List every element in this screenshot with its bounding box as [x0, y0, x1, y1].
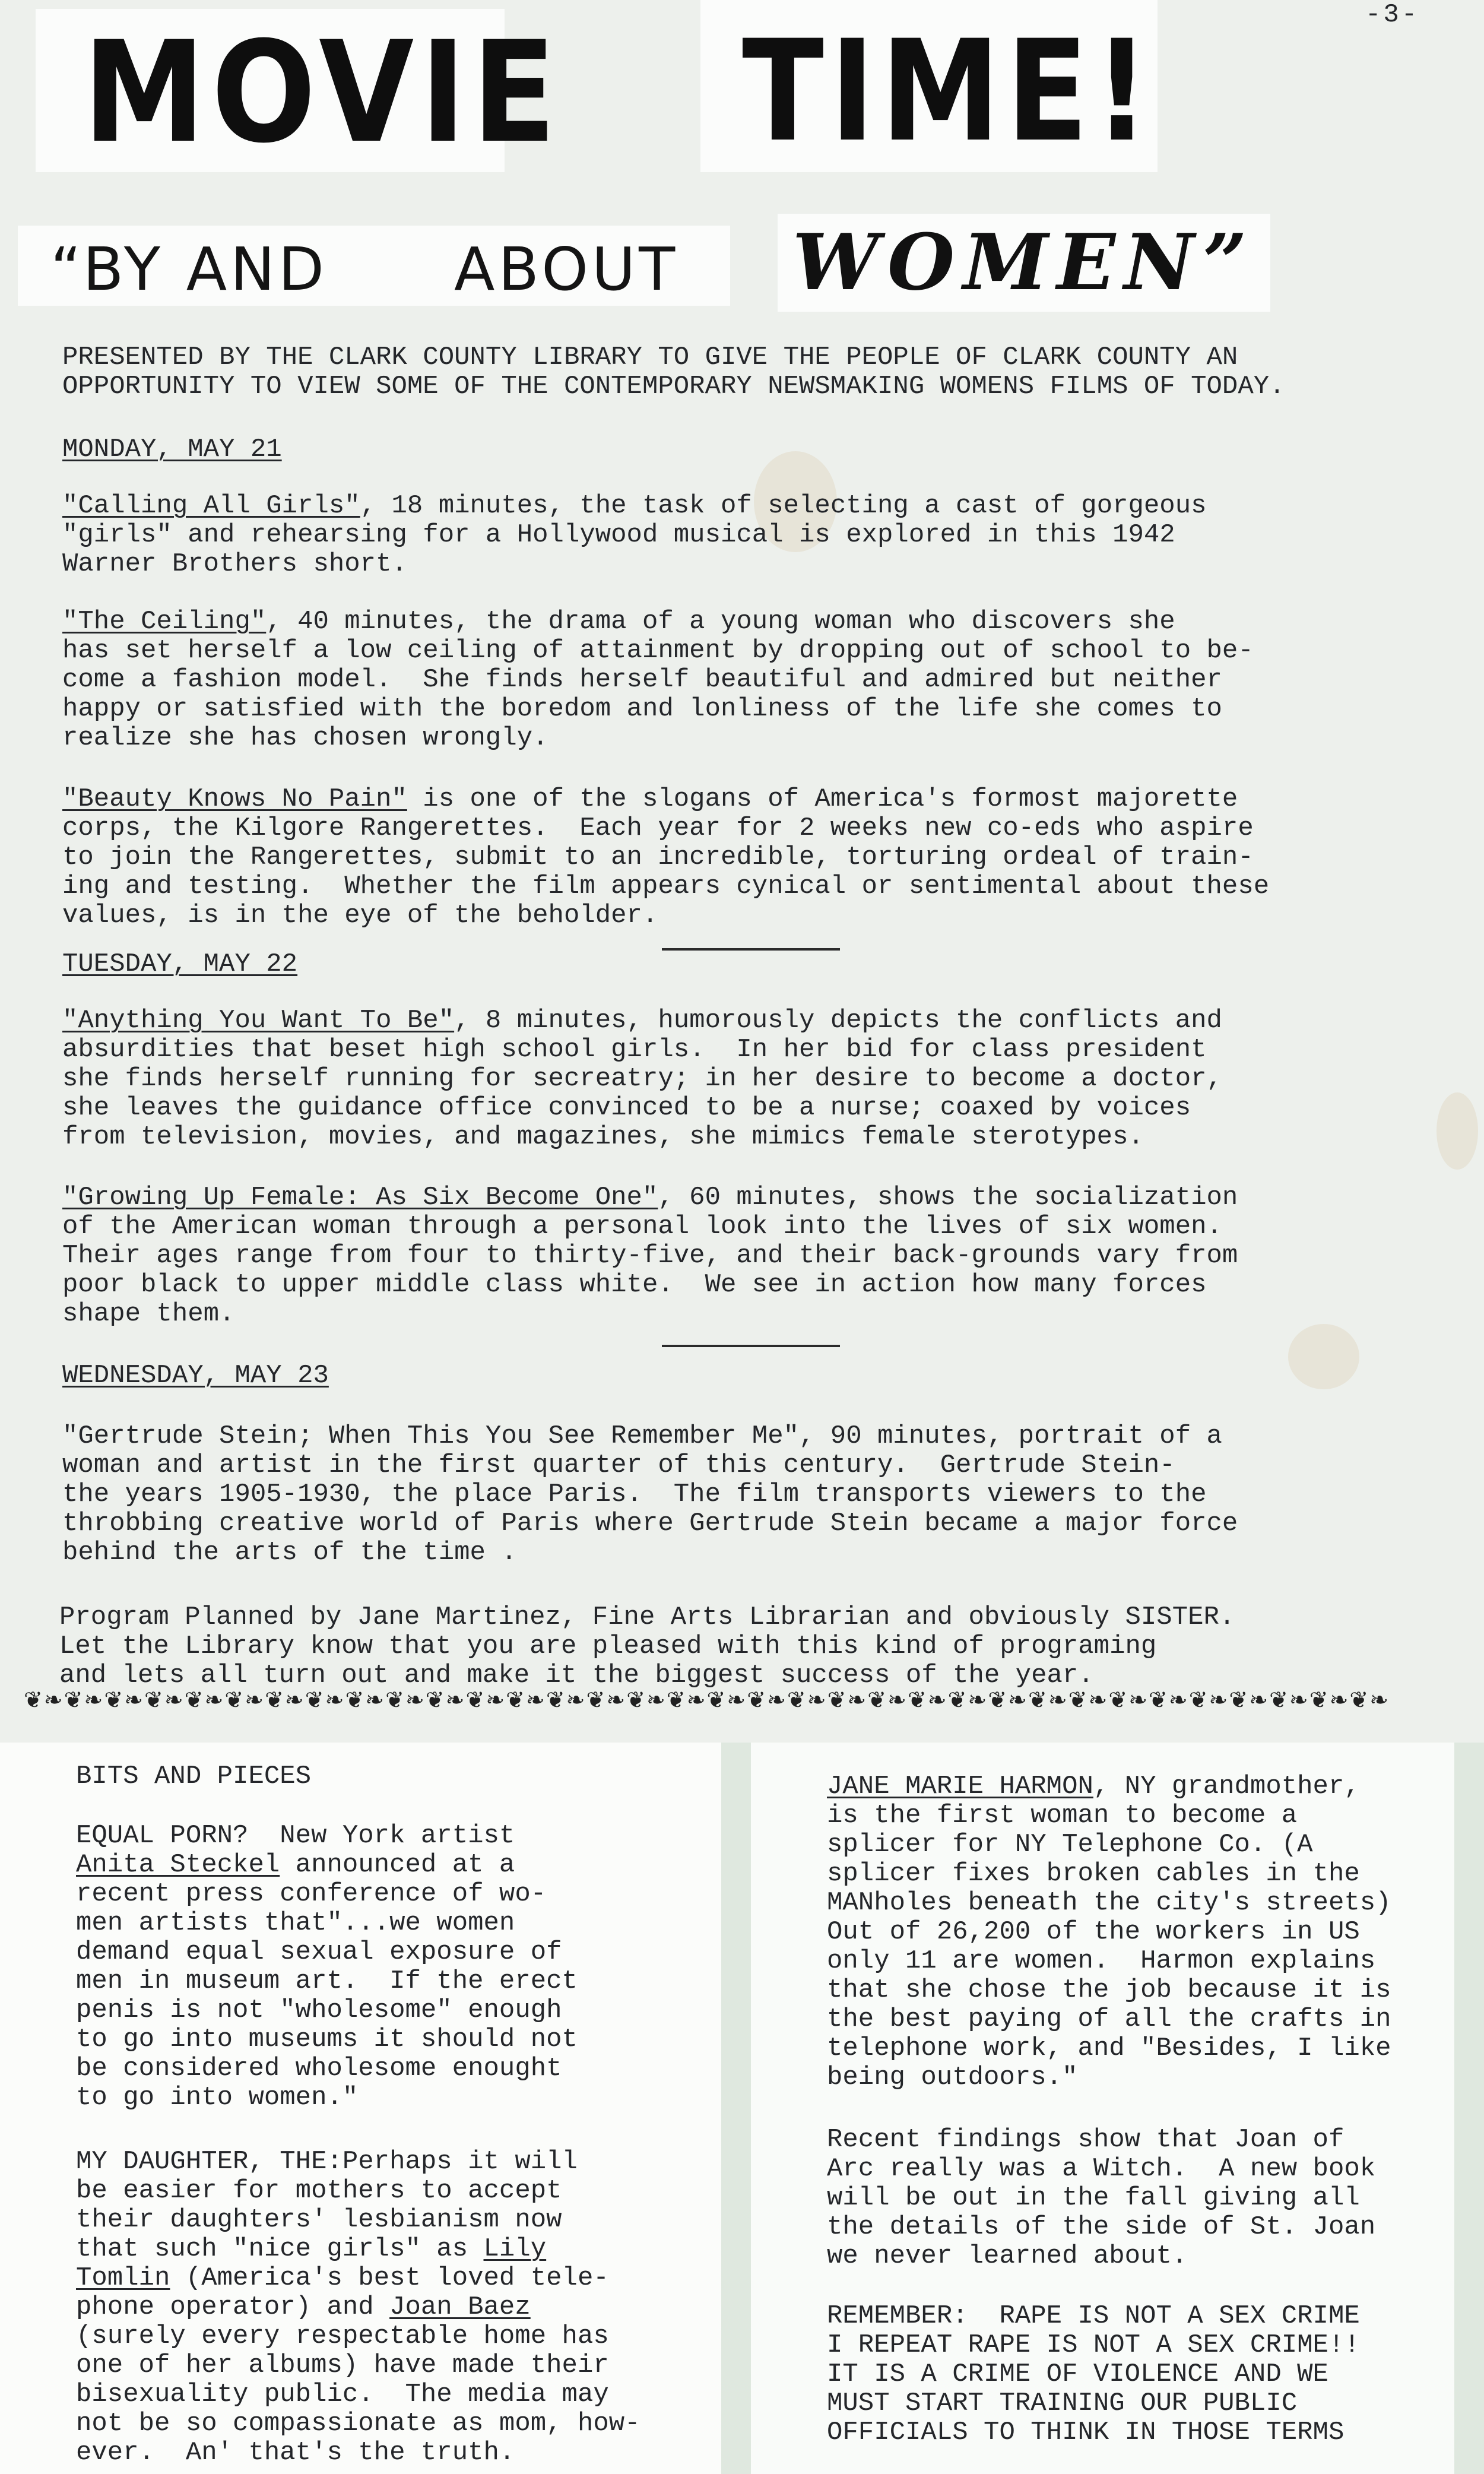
- right-text: , NY grandmother,: [1093, 1772, 1360, 1801]
- film-text: woman and artist in the first quarter of this century. Gertrude Stein-: [62, 1450, 1175, 1480]
- right-text: splicer fixes broken cables in the: [827, 1859, 1360, 1889]
- bits-text: that such "nice girls" as: [76, 2234, 484, 2264]
- film-text: ing and testing. Whether the film appears cynical or sentimental about these: [62, 872, 1270, 901]
- film-text: , 8 minutes, humorously depicts the conflicts and: [454, 1006, 1222, 1035]
- film-text: , 18 minutes, the task of selecting a cast of gorgeous: [360, 491, 1207, 521]
- film-the-ceiling: [62, 607, 1254, 753]
- bits-heading: BITS AND PIECES: [76, 1762, 312, 1791]
- bits-text: be easier for mothers to accept: [76, 2176, 562, 2206]
- bits-text: men artists that"...we women: [76, 1908, 515, 1938]
- bits-text: not be so compassionate as mom, how-: [76, 2409, 640, 2438]
- closing-line: Program Planned by Jane Martinez, Fine Arts Librarian and obviously SISTER.: [59, 1602, 1235, 1632]
- film-title: "Growing Up Female: As Six Become One": [62, 1183, 658, 1212]
- person-name: Joan Baez: [389, 2292, 531, 2322]
- bits-text: demand equal sexual exposure of: [76, 1937, 562, 1967]
- monday-heading: [62, 435, 282, 464]
- bits-text: bisexuality public. The media may: [76, 2380, 609, 2409]
- closing-line: and lets all turn out and make it the biggest success of the year.: [59, 1661, 1094, 1690]
- film-text: to join the Rangerettes, submit to an incredible, torturing ordeal of train-: [62, 842, 1254, 872]
- subtitle-women: WOMEN”: [792, 217, 1255, 308]
- film-title: "Anything You Want To Be": [62, 1006, 455, 1035]
- bits-text: ever. An' that's the truth.: [76, 2438, 515, 2467]
- section-divider: [662, 1345, 840, 1347]
- right-text: will be out in the fall giving all: [827, 2183, 1360, 2213]
- right-text: REMEMBER: RAPE IS NOT A SEX CRIME: [827, 2301, 1360, 2331]
- bits-text: MY DAUGHTER, THE:Perhaps it will: [76, 2147, 578, 2177]
- film-text: Their ages range from four to thirty-five, and their back-grounds vary from: [62, 1241, 1238, 1271]
- film-text: , 40 minutes, the drama of a young woman who discovers she: [266, 607, 1175, 636]
- right-text: OFFICIALS TO THINK IN THOSE TERMS: [827, 2418, 1345, 2447]
- right-text: we never learned about.: [827, 2241, 1188, 2271]
- intro-line: OPPORTUNITY TO VIEW SOME OF THE CONTEMPORARY NEWSMAKING WOMENS FILMS OF TODAY.: [62, 372, 1285, 401]
- bits-text: penis is not "wholesome" enough: [76, 1995, 562, 2025]
- right-item-jane-marie-harmon: [827, 1772, 1391, 2092]
- right-text: splicer for NY Telephone Co. (A: [827, 1830, 1313, 1860]
- person-name: Lily: [483, 2234, 547, 2264]
- intro-paragraph: [62, 343, 1285, 401]
- right-text: Arc really was a Witch. A new book: [827, 2154, 1376, 2184]
- tuesday-heading: [62, 950, 297, 979]
- bits-text: to go into women.": [76, 2083, 359, 2112]
- film-text: she leaves the guidance office convinced to be a nurse; coaxed by voices: [62, 1093, 1191, 1123]
- film-anything-you-want-to-be: [62, 1006, 1222, 1152]
- right-text: Out of 26,200 of the workers in US: [827, 1917, 1360, 1947]
- subtitle-by-and: “BY AND: [50, 235, 328, 304]
- film-text: behind the arts of the time .: [62, 1538, 517, 1567]
- film-text: from television, movies, and magazines, she mimics female sterotypes.: [62, 1122, 1144, 1152]
- film-text: of the American woman through a personal look into the lives of six women.: [62, 1212, 1222, 1241]
- intro-line: PRESENTED BY THE CLARK COUNTY LIBRARY TO GIVE THE PEOPLE OF CLARK COUNTY AN: [62, 343, 1238, 372]
- bits-text: to go into museums it should not: [76, 2025, 578, 2054]
- person-name: JANE MARIE HARMON: [827, 1772, 1093, 1801]
- right-text: that she chose the job because it is: [827, 1975, 1391, 2005]
- banner-title-movie: MOVIE: [83, 12, 563, 174]
- bits-text: (surely every respectable home has: [76, 2321, 609, 2351]
- film-title: "Beauty Knows No Pain": [62, 784, 407, 814]
- film-text: shape them.: [62, 1299, 235, 1329]
- film-title: "Calling All Girls": [62, 491, 360, 521]
- section-divider: [662, 948, 840, 951]
- film-text: has set herself a low ceiling of attainment by dropping out of school to be-: [62, 636, 1254, 666]
- bits-item-my-daughter: [76, 2147, 640, 2467]
- person-name: Anita Steckel: [76, 1850, 280, 1880]
- bits-text: EQUAL PORN? New York artist: [76, 1821, 515, 1851]
- film-text: throbbing creative world of Paris where Gertrude Stein became a major force: [62, 1509, 1238, 1538]
- bits-text: phone operator) and: [76, 2292, 390, 2322]
- film-text: the years 1905-1930, the place Paris. The film transports viewers to the: [62, 1480, 1207, 1509]
- closing-line: Let the Library know that you are pleased with this kind of programing: [59, 1632, 1157, 1661]
- right-text: telephone work, and "Besides, I like: [827, 2033, 1391, 2063]
- film-gertrude-stein: [62, 1422, 1238, 1567]
- closing-paragraph: [59, 1603, 1235, 1690]
- film-text: absurdities that beset high school girls. In her bid for class president: [62, 1035, 1207, 1065]
- film-text: , 60 minutes, shows the socialization: [658, 1183, 1238, 1212]
- right-text: I REPEAT RAPE IS NOT A SEX CRIME!!: [827, 2330, 1360, 2360]
- film-beauty-knows-no-pain: [62, 785, 1269, 930]
- bits-text: announced at a: [280, 1850, 515, 1880]
- right-text: MANholes beneath the city's streets): [827, 1888, 1391, 1918]
- film-text: corps, the Kilgore Rangerettes. Each year for 2 weeks new co-eds who aspire: [62, 813, 1254, 843]
- film-calling-all-girls: [62, 492, 1207, 579]
- day-heading: MONDAY, MAY 21: [62, 435, 282, 464]
- film-text: realize she has chosen wrongly.: [62, 723, 548, 753]
- bits-text: one of her albums) have made their: [76, 2351, 609, 2380]
- bits-text: men in museum art. If the erect: [76, 1966, 578, 1996]
- day-heading: TUESDAY, MAY 22: [62, 949, 298, 979]
- right-text: the details of the side of St. Joan: [827, 2212, 1376, 2242]
- paper-stain: [1437, 1092, 1478, 1170]
- right-text: IT IS A CRIME OF VIOLENCE AND WE: [827, 2359, 1328, 2389]
- right-text: Recent findings show that Joan of: [827, 2125, 1345, 2155]
- right-text: MUST START TRAINING OUR PUBLIC: [827, 2389, 1298, 2418]
- right-item-remember: [827, 2302, 1360, 2447]
- bits-text: recent press conference of wo-: [76, 1879, 547, 1909]
- film-text: is one of the slogans of America's formost majorette: [407, 784, 1238, 814]
- film-text: poor black to upper middle class white. We see in action how many forces: [62, 1270, 1207, 1300]
- ornamental-border: ❦❧❦❧❦❧❦❧❦❧❦❧❦❧❦❧❦❧❦❧❦❧❦❧❦❧❦❧❦❧❦❧❦❧❦❧❦❧❦❧❦❧❦❧❦❧❦❧❦❧❦❧❦❧❦❧❦❧❦❧❦❧❦❧❦❧❦❧: [24, 1688, 1390, 1712]
- right-text: being outdoors.": [827, 2063, 1078, 2092]
- bits-item-equal-porn: [76, 1822, 578, 2112]
- wednesday-heading: [62, 1361, 329, 1390]
- film-growing-up-female: [62, 1183, 1238, 1329]
- bits-text: be considered wholesome enought: [76, 2054, 562, 2083]
- film-text: Warner Brothers short.: [62, 549, 407, 579]
- right-text: only 11 are women. Harmon explains: [827, 1946, 1376, 1976]
- right-item-joan-of-arc: [827, 2125, 1375, 2271]
- person-name: Tomlin: [76, 2263, 170, 2293]
- right-text: is the first woman to become a: [827, 1801, 1298, 1830]
- film-text: come a fashion model. She finds herself beautiful and admired but neither: [62, 665, 1222, 695]
- day-heading: WEDNESDAY, MAY 23: [62, 1361, 329, 1390]
- subtitle-about: ABOUT: [454, 235, 679, 304]
- film-text: "Gertrude Stein; When This You See Remember Me", 90 minutes, portrait of a: [62, 1421, 1222, 1451]
- paper-stain: [1288, 1324, 1359, 1389]
- bits-text: (America's best loved tele-: [170, 2263, 609, 2293]
- page-number: -3-: [1365, 0, 1420, 30]
- banner-title-time: TIME!: [742, 11, 1155, 173]
- right-text: the best paying of all the crafts in: [827, 2004, 1391, 2034]
- film-text: happy or satisfied with the boredom and lonliness of the life she comes to: [62, 694, 1222, 724]
- film-text: values, is in the eye of the beholder.: [62, 901, 658, 930]
- film-text: she finds herself running for secreatry; in her desire to become a doctor,: [62, 1064, 1222, 1094]
- film-text: "girls" and rehearsing for a Hollywood musical is explored in this 1942: [62, 520, 1175, 550]
- film-title: "The Ceiling": [62, 607, 267, 636]
- bits-text: their daughters' lesbianism now: [76, 2205, 562, 2235]
